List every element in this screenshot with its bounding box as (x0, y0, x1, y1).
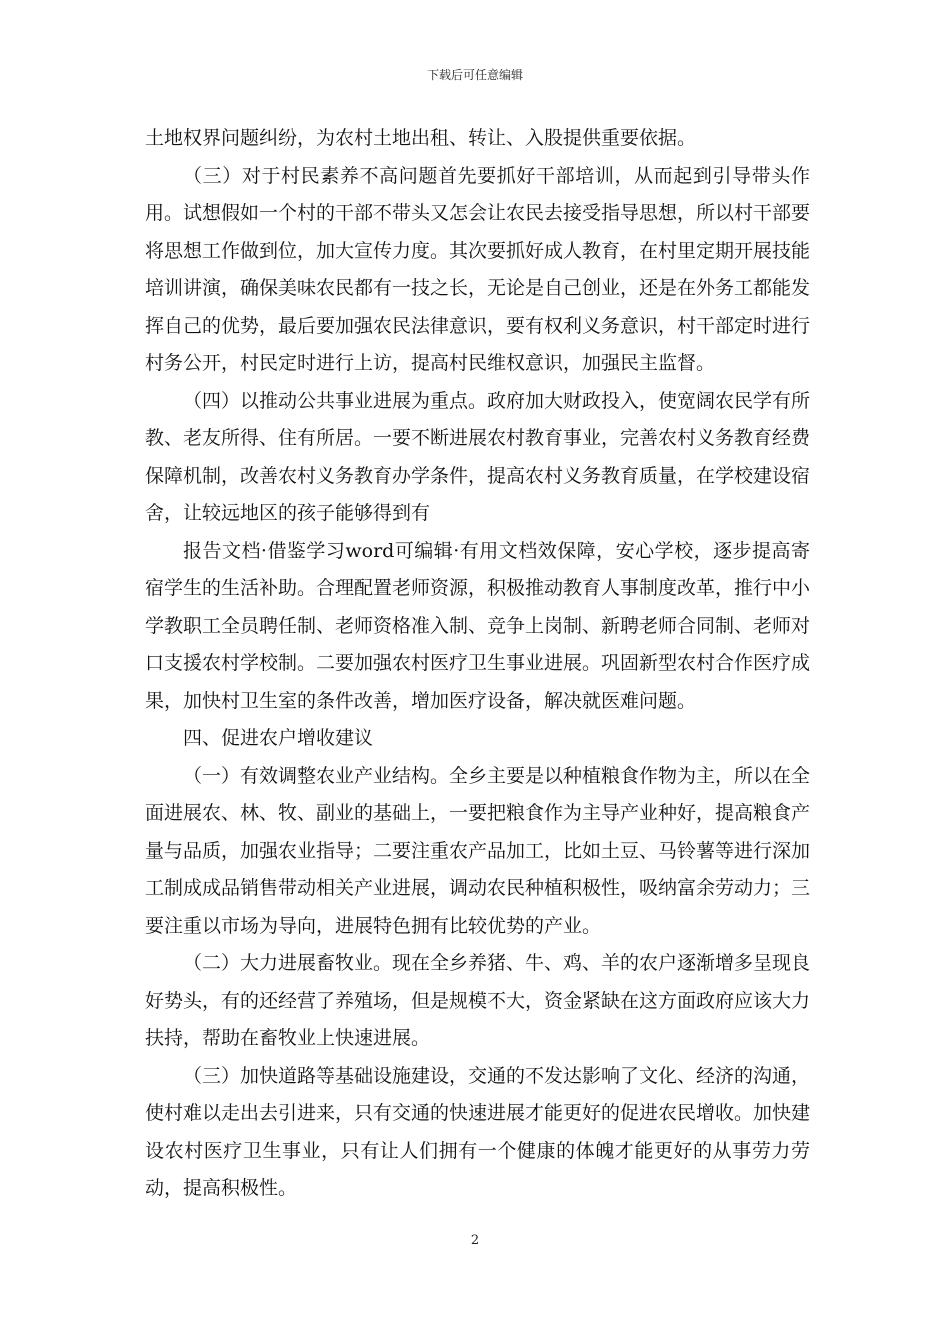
paragraph-villager-quality: （三）对于村民素养不高问题首先要抓好干部培训，从而起到引导带头作用。试想假如一个村的干部不带头又怎会让农民去接受指导思想，所以村干部要将思想工作做到位，加大宣传力度。其次要抓好成人教育，在村里定期开展技能培训讲演，确保美味农民都有一技之长，无论是自己创业，还是在外务工都能发挥自己的优势，最后要加强农民法律意识，要有权利义务意识，村干部定时进行村务公开，村民定时进行上访，提高村民维权意识，加强民主监督。 (145, 164, 811, 374)
header-note: 下载后可任意编辑 (426, 68, 523, 82)
document-body (145, 120, 810, 1208)
page-number: 2 (470, 1233, 480, 1248)
paragraph-public-affairs: （四）以推动公共事业进展为重点。政府加大财政投入，使宽阔农民学有所教、老友所得、住有所居。一要不断进展农村教育事业，完善农村义务教育经费保障机制，改善农村义务教育办学条件，提高农村义务教育质量，在学校建设宿舍，让较远地区的孩子能够得到有 (145, 389, 811, 524)
paragraph-education-medical: 报告文档·借鉴学习word可编辑·有用文档效保障，安心学校，逐步提高寄宿学生的生活补助。合理配置老师资源，积极推动教育人事制度改革，推行中小学教职工全员聘任制、老师资格准入制、竞争上岗制、新聘老师合同制、老师对口支援农村学校制。二要加强农村医疗卫生事业进展。巩固新型农村合作医疗成果，加快村卫生室的条件改善，增加医疗设备，解决就医难问题。 (145, 539, 811, 712)
section-heading: 四、促进农户增收建议 (183, 727, 374, 749)
paragraph-continuation: 土地权界问题纠纷，为农村土地出租、转让、入股提供重要依据。 (145, 127, 697, 149)
paragraph-infrastructure: （三）加快道路等基础设施建设，交通的不发达影响了文化、经济的沟通，使村难以走出去引进来，只有交通的快速进展才能更好的促进农民增收。加快建设农村医疗卫生事业，只有让人们拥有一个健康的体魄才能更好的从事劳力劳动，提高积极性。 (145, 1064, 811, 1199)
paragraph-industry-structure: （一）有效调整农业产业结构。全乡主要是以种植粮食作物为主，所以在全面进展农、林、牧、副业的基础上，一要把粮食作为主导产业种好，提高粮食产量与品质，加强农业指导；二要注重农产品加工，比如土豆、马铃薯等进行深加工制成成品销售带动相关产业进展，调动农民种植积极性，吸纳富余劳动力；三要注重以市场为导向，进展特色拥有比较优势的产业。 (145, 764, 811, 937)
page-header (0, 68, 950, 82)
paragraph-livestock: （二）大力进展畜牧业。现在全乡养猪、牛、鸡、羊的农户逐渐增多呈现良好势头，有的还经营了养殖场，但是规模不大，资金紧缺在这方面政府应该大力扶持，帮助在畜牧业上快速进展。 (145, 952, 811, 1049)
